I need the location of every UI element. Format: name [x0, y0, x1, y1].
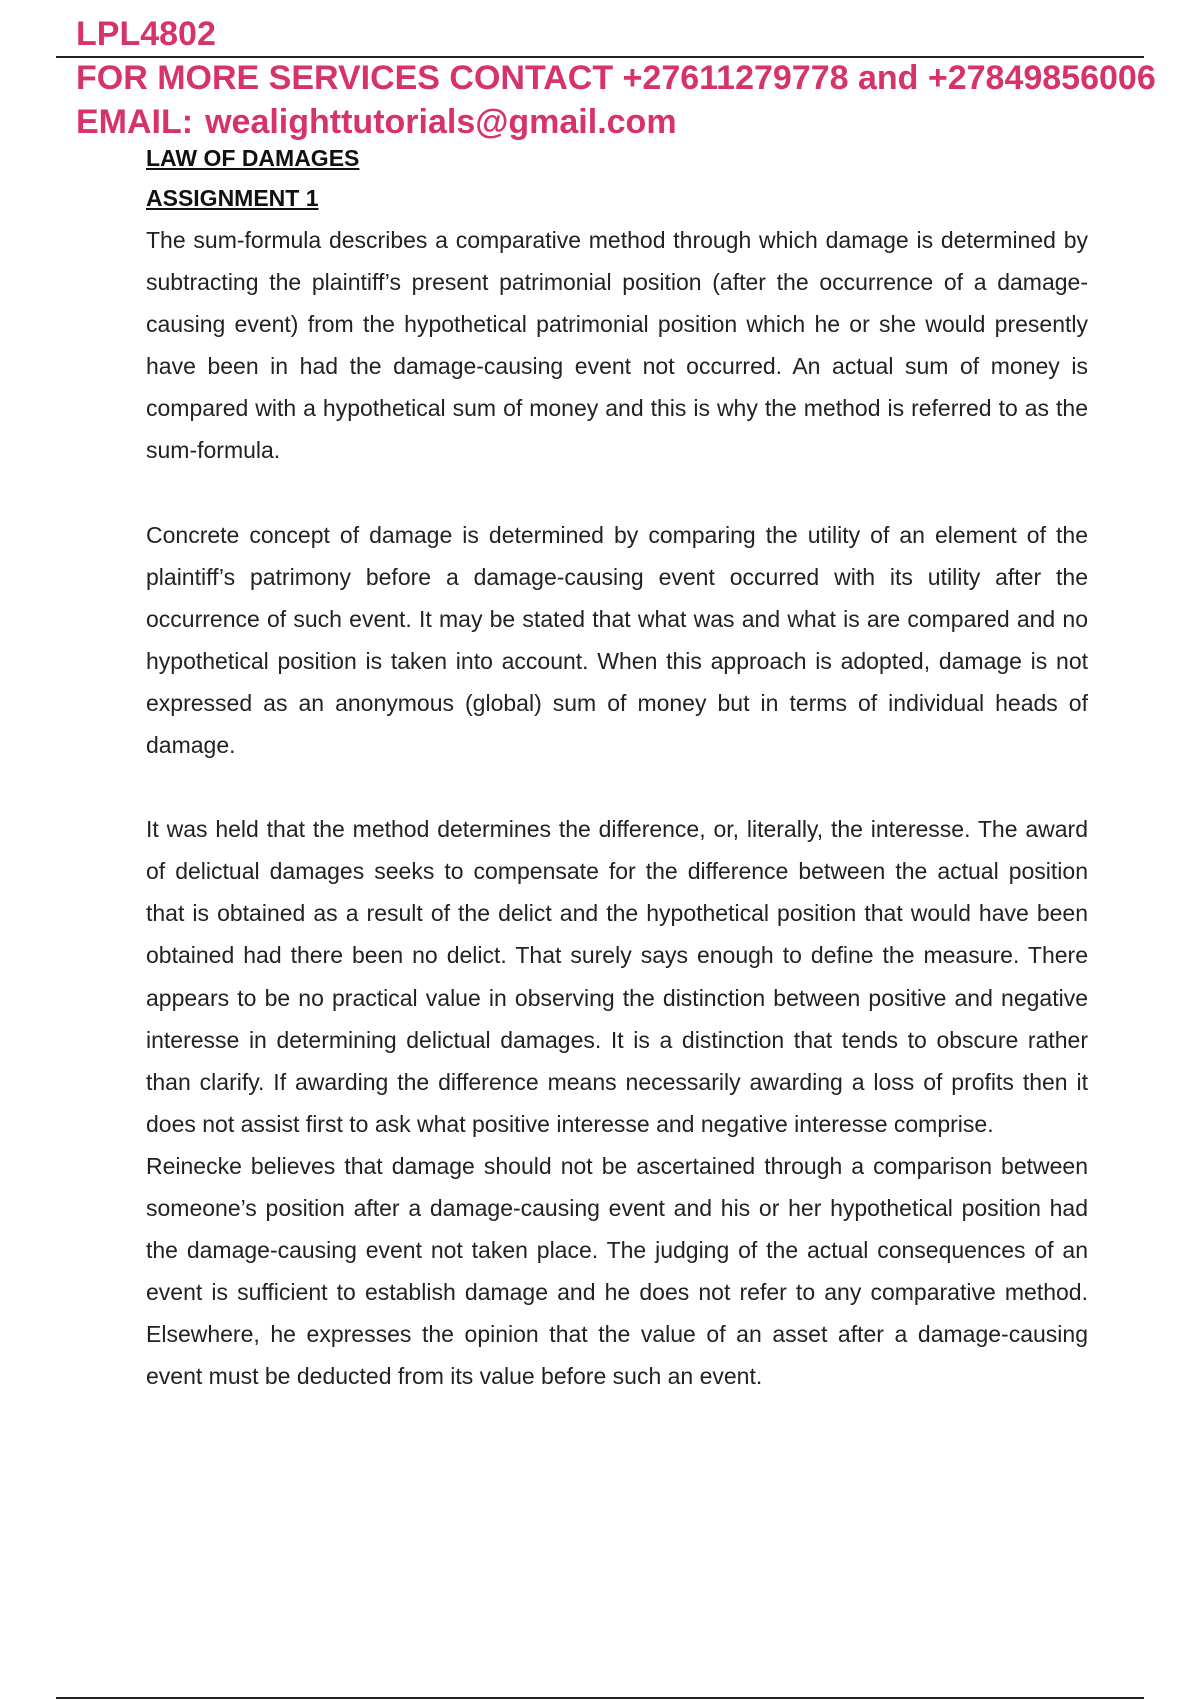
email-address: wealighttutorials@gmail.com: [205, 103, 677, 141]
body-text: [146, 219, 1088, 1397]
email-label: EMAIL:: [76, 103, 194, 141]
document-title: LAW OF DAMAGES: [146, 145, 360, 171]
paragraph-sum-formula: The sum-formula describes a comparative method through which damage is determined by subtracting the plaintiff’s present patrimonial position (after the occurrence of a damage-causing event) from the hypothetical patrimonial position which he or she would presently have been in had the damage-causing event not occurred. An actual sum of money is compared with a hypothetical sum of money and this is why the method is referred to as the sum-formula.: [146, 227, 1088, 464]
email-line: [76, 100, 677, 144]
assignment-heading: ASSIGNMENT 1: [146, 185, 319, 211]
document-code: LPL4802: [76, 15, 216, 53]
contact-line: FOR MORE SERVICES CONTACT +27611279778 and +27849856006: [76, 59, 1156, 97]
paragraph-concrete-concept: Concrete concept of damage is determined by comparing the utility of an element of the plaintiff’s patrimony before a damage-causing event occurred with its utility after the occurrence of such event. It may be stated that what was and what is are compared and no hypothetical position is taken into account. When this approach is adopted, damage is not expressed as an anonymous (global) sum of money but in terms of individual heads of damage.: [146, 521, 1088, 759]
paragraph-interesse: It was held that the method determines the difference, or, literally, the interesse. The award of delictual damages seeks to compensate for the difference between the actual position that is obtained as a result of the delict and the hypothetical position that would have been obtained had there been no delict. That surely says enough to define the measure. There appears to be no practical value in observing the distinction between positive and negative interesse in determining delictual damages. It is a distinction that tends to obscure rather than clarify. If awarding the difference means necessarily awarding a loss of profits then it does not assist first to ask what positive interesse and negative interesse comprise.: [146, 816, 1088, 1137]
paragraph-reinecke: Reinecke believes that damage should not be ascertained through a comparison between someone’s position after a damage-causing event and his or her hypothetical position had the damage-causing event not taken place. The judging of the actual consequences of an event is sufficient to establish damage and he does not refer to any comparative method. Elsewhere, he expresses the opinion that the value of an asset after a damage-causing event must be deducted from its value before such an event.: [146, 1152, 1088, 1390]
footer-divider: [56, 1697, 1144, 1699]
